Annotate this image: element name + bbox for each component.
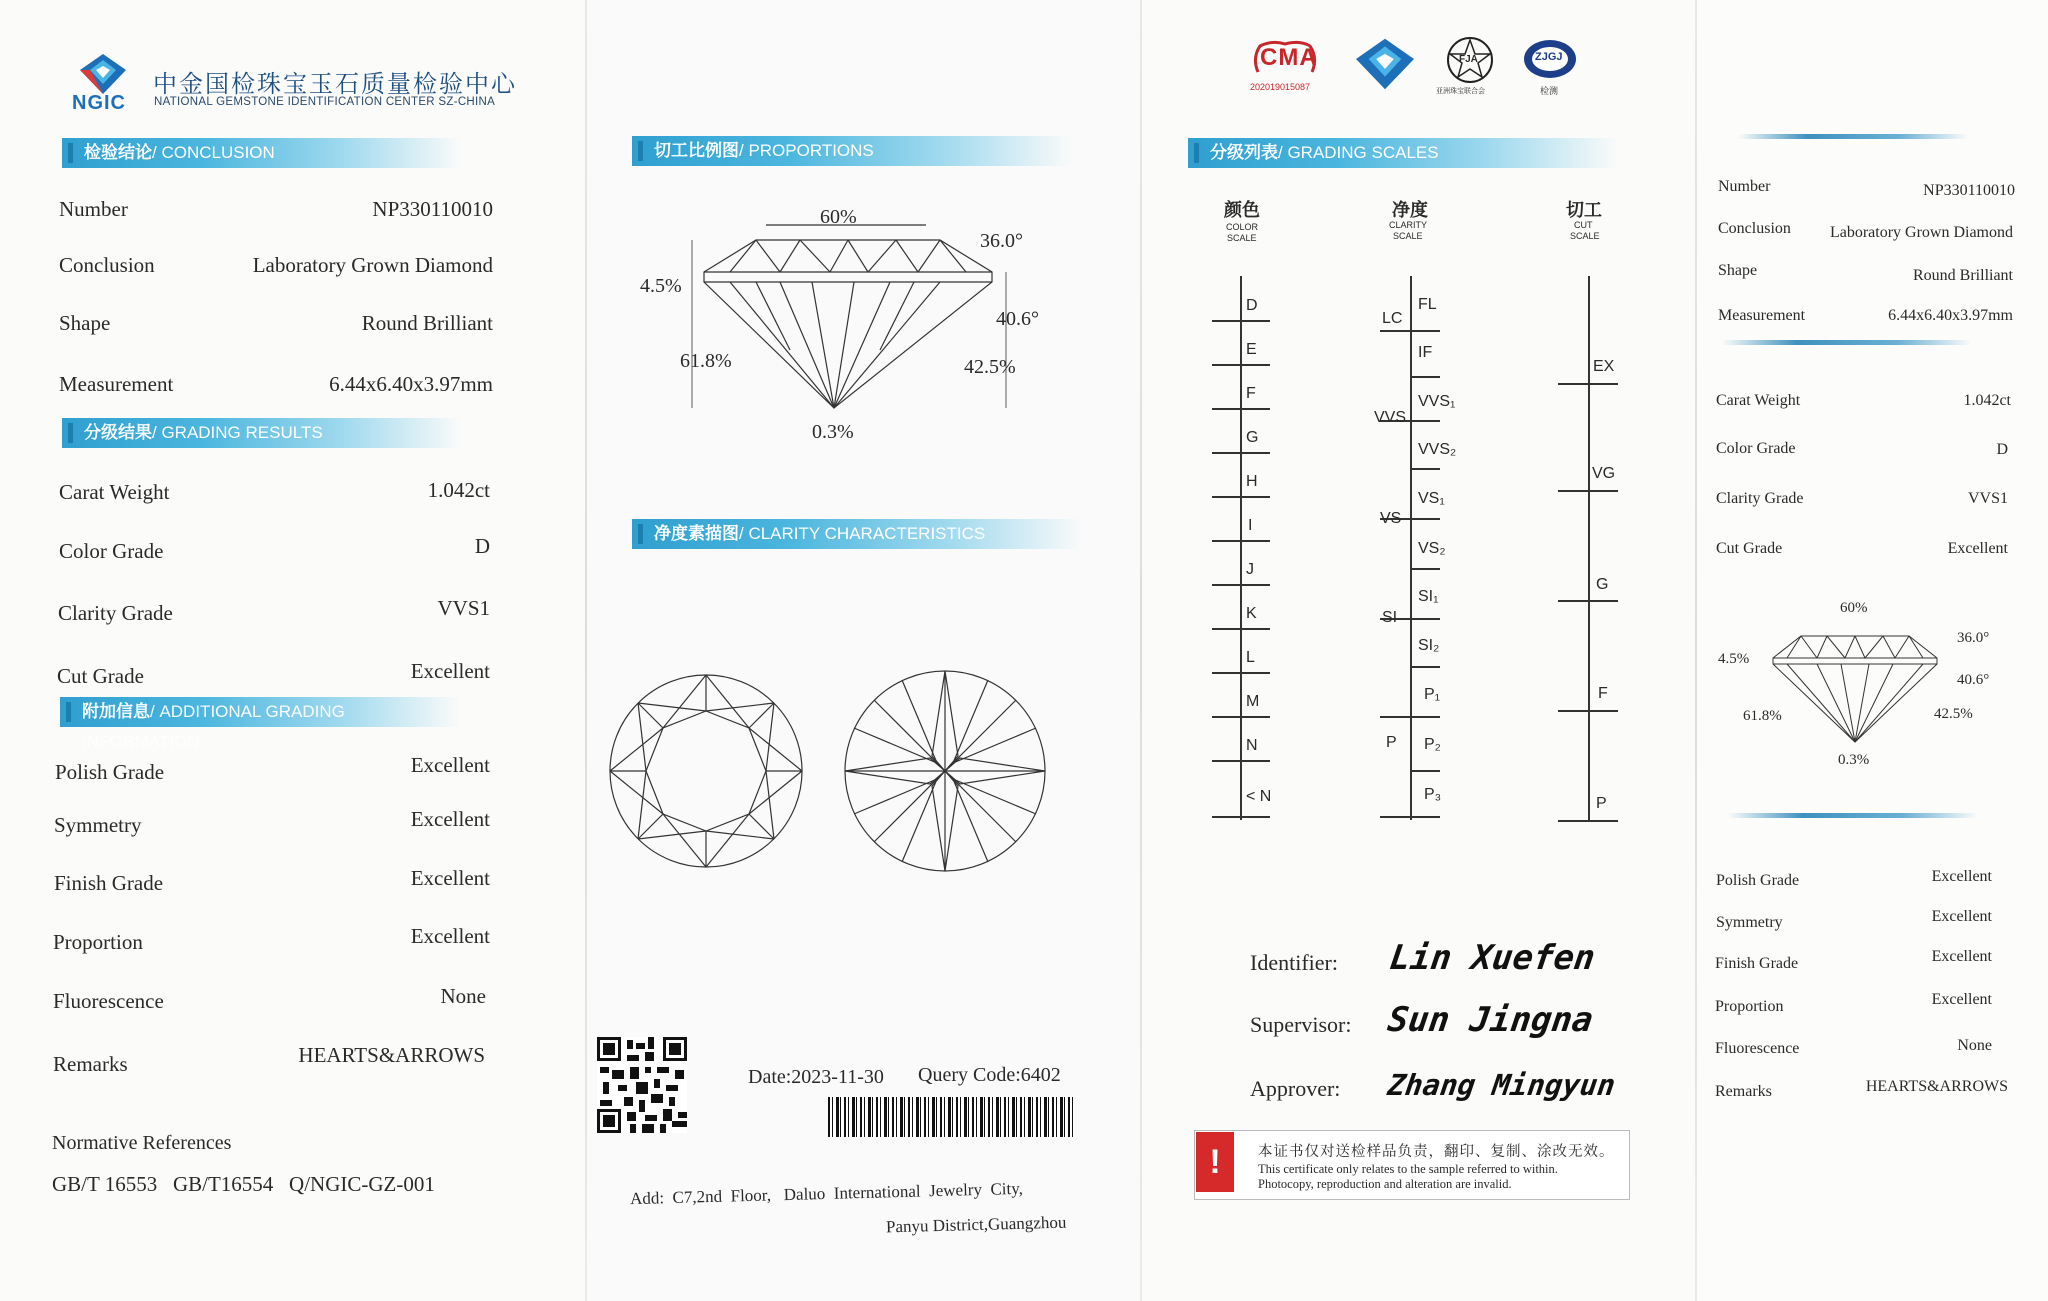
- summary-value: Laboratory Grown Diamond: [1829, 224, 2013, 241]
- scale-tick: [1558, 820, 1618, 822]
- section-title-en: / CLARITY CHARACTERISTICS: [739, 524, 986, 543]
- summary-label: Measurement: [1718, 307, 1806, 324]
- field-value: Round Brilliant: [361, 311, 493, 335]
- summary-value: Round Brilliant: [1913, 267, 2013, 284]
- summary-value: None: [1957, 1037, 1992, 1054]
- section-title-cn: 切工比例图: [654, 141, 739, 160]
- field-label: Number: [59, 197, 128, 221]
- crown-height: 4.5%: [1718, 651, 1750, 667]
- summary-label: Shape: [1718, 262, 1758, 279]
- section-title-en: / PROPORTIONS: [739, 141, 874, 160]
- section-title-en: / GRADING SCALES: [1278, 143, 1439, 162]
- clarity-grade-label: SI₁: [1418, 588, 1439, 605]
- notice-en-2: Photocopy, reproduction and alteration are invalid.: [1258, 1177, 1512, 1191]
- clarity-grade-label: P₁: [1424, 686, 1441, 703]
- scale-tick: [1212, 320, 1270, 322]
- cut-scale-title: 切工: [1566, 200, 1602, 220]
- notice-en-1: This certificate only relates to the sample referred to within.: [1258, 1162, 1558, 1176]
- supervisor-signature: Sun Jingna: [1385, 1000, 1596, 1040]
- field-value: D: [474, 534, 490, 558]
- clarity-group-label: LC: [1382, 310, 1403, 327]
- field-value: Excellent: [410, 866, 490, 890]
- summary-label: Proportion: [1715, 998, 1784, 1015]
- clarity-grade-label: VVS₁: [1418, 393, 1456, 410]
- scale-tick: [1212, 716, 1270, 718]
- clarity-grade-label: P₃: [1424, 786, 1442, 803]
- total-depth: 61.8%: [680, 350, 732, 372]
- scale-tick: [1380, 816, 1440, 818]
- scale-tick: [1212, 452, 1270, 454]
- notice-cn: 本证书仅对送检样品负责，翻印、复制、涂改无效。: [1258, 1144, 1615, 1160]
- section-header-additional: [60, 697, 460, 751]
- fold-line: [585, 0, 587, 1301]
- scale-tick: [1380, 716, 1440, 718]
- scale-tick: [1212, 364, 1270, 366]
- summary-value: NP330110010: [1923, 182, 2015, 199]
- scale-tick: [1410, 468, 1440, 470]
- cut-grade-label: F: [1598, 685, 1608, 702]
- crown-angle: 36.0°: [980, 230, 1023, 252]
- summary-value: 1.042ct: [1963, 392, 2011, 409]
- summary-label: Cut Grade: [1716, 540, 1783, 557]
- clarity-group-label: P: [1386, 734, 1397, 751]
- fold-line: [1695, 0, 1697, 1301]
- zjgj-logo-text: ZJGJ: [1535, 51, 1563, 63]
- qr-code-icon[interactable]: [597, 1037, 687, 1138]
- clarity-grade-label: IF: [1418, 344, 1433, 361]
- summary-label: Finish Grade: [1715, 955, 1799, 972]
- summary-label: Fluorescence: [1715, 1040, 1800, 1057]
- summary-value: D: [1996, 441, 2008, 458]
- field-value: Excellent: [410, 924, 490, 948]
- section-header-grading: [62, 418, 462, 448]
- fold-line: [1140, 0, 1142, 1301]
- normative-refs: GB/T 16553 GB/T16554 Q/NGIC-GZ-001: [52, 1172, 435, 1196]
- color-grade-label: G: [1246, 429, 1259, 446]
- normative-title: Normative References: [52, 1132, 232, 1154]
- field-value: Excellent: [410, 659, 490, 683]
- summary-label: Number: [1718, 178, 1771, 195]
- scale-tick: [1558, 710, 1618, 712]
- summary-value: 6.44x6.40x3.97mm: [1888, 307, 2013, 324]
- clarity-grade-label: VS₂: [1418, 540, 1446, 557]
- field-label: Remarks: [53, 1052, 128, 1076]
- summary-value: Excellent: [1931, 908, 1992, 925]
- color-grade-label: N: [1246, 737, 1258, 754]
- color-grade-label: L: [1246, 649, 1255, 666]
- clarity-grade-label: VS₁: [1418, 490, 1445, 507]
- culet-size: 0.3%: [812, 421, 854, 443]
- field-label: Cut Grade: [57, 664, 144, 688]
- divider: [1722, 340, 1972, 345]
- clarity-plot-pavilion: [842, 668, 1048, 879]
- scale-tick: [1212, 672, 1270, 674]
- approver-label: Approver:: [1250, 1076, 1341, 1101]
- summary-label: Carat Weight: [1716, 392, 1801, 409]
- table-pct: 60%: [1840, 600, 1868, 616]
- clarity-grade-label: VVS₂: [1418, 441, 1457, 458]
- clarity-scale-title: 净度: [1392, 200, 1428, 220]
- cut-grade-label: VG: [1592, 465, 1616, 482]
- summary-value: Excellent: [1931, 868, 1992, 885]
- ngic-emblem-icon: [1356, 38, 1414, 95]
- section-header-clarity: [632, 519, 1082, 549]
- summary-value: Excellent: [1931, 948, 1992, 965]
- section-title-en: / GRADING RESULTS: [152, 423, 323, 442]
- scale-tick: [1558, 600, 1618, 602]
- cut-scale-axis: [1588, 276, 1590, 820]
- issue-date: Date:2023-11-30: [748, 1066, 884, 1088]
- scale-tick: [1410, 420, 1440, 422]
- address-line-2: Panyu District,Guangzhou: [885, 1212, 1067, 1237]
- color-grade-label: K: [1246, 605, 1257, 622]
- section-title-en: / CONCLUSION: [152, 143, 275, 162]
- scale-tick: [1212, 496, 1270, 498]
- color-grade-label: F: [1246, 385, 1256, 402]
- field-label: Conclusion: [59, 253, 155, 277]
- field-label: Finish Grade: [54, 871, 164, 895]
- color-grade-label: H: [1246, 473, 1258, 490]
- org-name-en: NATIONAL GEMSTONE IDENTIFICATION CENTER SZ-CHINA: [154, 96, 496, 108]
- summary-label: Clarity Grade: [1716, 490, 1804, 507]
- scale-tick: [1380, 330, 1440, 332]
- scale-tick: [1212, 816, 1270, 818]
- scale-tick: [1410, 770, 1440, 772]
- color-grade-label: I: [1248, 517, 1253, 534]
- summary-label: Color Grade: [1716, 440, 1796, 457]
- section-header-proportions: [632, 136, 1072, 166]
- summary-label: Remarks: [1715, 1083, 1772, 1100]
- identifier-label: Identifier:: [1250, 950, 1338, 975]
- color-scale-title: 颜色: [1224, 200, 1260, 220]
- scale-tick: [1410, 666, 1440, 668]
- field-value: Laboratory Grown Diamond: [252, 253, 493, 277]
- field-label: Fluorescence: [53, 989, 164, 1013]
- field-label: Symmetry: [54, 813, 142, 837]
- cut-grade-label: P: [1596, 795, 1607, 812]
- table-pct: 60%: [820, 206, 857, 228]
- scale-tick: [1558, 383, 1618, 385]
- org-name-cn: 中金国检珠宝玉石质量检验中心: [153, 71, 517, 98]
- clarity-scale-sub: SCALE: [1393, 231, 1423, 241]
- address-line-1: Add: C7,2nd Floor, Daluo International Jewelry City,: [629, 1178, 1024, 1209]
- pavilion-depth: 42.5%: [1934, 706, 1973, 722]
- color-grade-label: M: [1246, 693, 1260, 710]
- color-grade-label: D: [1246, 297, 1258, 314]
- field-label: Proportion: [53, 930, 143, 954]
- field-value: None: [440, 984, 486, 1008]
- clarity-grade-label: SI₂: [1418, 637, 1440, 654]
- cma-logo-text: CMA: [1260, 44, 1318, 71]
- scale-tick: [1212, 408, 1270, 410]
- identifier-signature: Lin Xuefen: [1387, 938, 1598, 978]
- color-scale-axis: [1240, 276, 1242, 820]
- section-title-en: / ADDITIONAL GRADING INFORMATION: [82, 702, 345, 751]
- scale-tick: [1212, 584, 1270, 586]
- scale-tick: [1558, 490, 1618, 492]
- color-scale-sub: SCALE: [1227, 233, 1257, 243]
- crown-height: 4.5%: [640, 275, 682, 297]
- cut-scale-sub: SCALE: [1570, 231, 1600, 241]
- summary-label: Conclusion: [1718, 220, 1791, 237]
- section-title-cn: 分级结果: [84, 423, 152, 442]
- section-title-cn: 检验结论: [84, 143, 152, 162]
- clarity-group-label: SI: [1382, 609, 1398, 626]
- query-code: Query Code:6402: [918, 1064, 1061, 1086]
- certificate-panel-left: [0, 0, 585, 1301]
- clarity-plot-crown: [608, 668, 804, 879]
- scale-tick: [1410, 376, 1440, 378]
- field-label: Clarity Grade: [58, 601, 173, 625]
- warning-icon: !: [1196, 1132, 1234, 1192]
- scale-tick: [1212, 628, 1270, 630]
- summary-label: Symmetry: [1716, 914, 1783, 931]
- cma-number: 202019015087: [1250, 82, 1311, 92]
- field-value: 6.44x6.40x3.97mm: [329, 372, 493, 396]
- clarity-grade-label: FL: [1418, 296, 1437, 313]
- cut-scale-sub: CUT: [1574, 220, 1593, 230]
- crown-angle: 36.0°: [1957, 630, 1990, 646]
- divider: [1738, 134, 1968, 139]
- clarity-scale-sub: CLARITY: [1389, 220, 1428, 230]
- field-label: Polish Grade: [55, 760, 165, 784]
- clarity-group-label: VVS: [1374, 409, 1407, 426]
- scale-tick: [1212, 540, 1270, 542]
- field-label: Color Grade: [59, 539, 164, 563]
- field-label: Carat Weight: [59, 480, 170, 504]
- field-value: VVS1: [437, 596, 490, 620]
- summary-proportion-diagram: [1765, 622, 1945, 755]
- divider: [1728, 813, 1978, 818]
- field-value: Excellent: [410, 807, 490, 831]
- color-grade-label: < N: [1246, 788, 1272, 805]
- summary-label: Polish Grade: [1716, 872, 1800, 889]
- summary-value: Excellent: [1947, 540, 2008, 557]
- field-value: 1.042ct: [427, 478, 490, 502]
- approver-signature: Zhang Mingyun: [1385, 1068, 1618, 1102]
- culet-size: 0.3%: [1838, 752, 1870, 768]
- zjgj-caption: 检测: [1540, 86, 1559, 96]
- total-depth: 61.8%: [1743, 708, 1782, 724]
- field-label: Measurement: [59, 372, 174, 396]
- proportion-diagram: [690, 220, 1010, 425]
- cut-grade-label: G: [1596, 576, 1609, 593]
- scale-tick: [1212, 760, 1270, 762]
- clarity-grade-label: P₂: [1424, 736, 1441, 753]
- supervisor-label: Supervisor:: [1250, 1012, 1352, 1037]
- pavilion-angle: 40.6°: [1957, 672, 1990, 688]
- cut-grade-label: EX: [1593, 358, 1615, 375]
- scale-tick: [1410, 568, 1440, 570]
- section-title-cn: 附加信息: [82, 702, 150, 721]
- field-value: HEARTS&ARROWS: [298, 1043, 485, 1067]
- barcode-icon: [828, 1097, 1074, 1137]
- section-title-cn: 净度素描图: [654, 524, 739, 543]
- section-header-conclusion: [62, 138, 462, 168]
- summary-value: Excellent: [1931, 991, 1992, 1008]
- summary-value: HEARTS&ARROWS: [1865, 1078, 2008, 1095]
- color-grade-label: E: [1246, 341, 1257, 358]
- fja-logo-text: FJA: [1459, 54, 1478, 65]
- logo-text: NGIC: [72, 92, 126, 114]
- fja-caption: 亚洲珠宝联合会: [1436, 88, 1485, 95]
- section-title-cn: 分级列表: [1210, 143, 1278, 162]
- clarity-group-label: VS: [1380, 510, 1402, 527]
- summary-value: VVS1: [1967, 490, 2008, 507]
- pavilion-depth: 42.5%: [964, 356, 1016, 378]
- field-label: Shape: [59, 311, 111, 335]
- pavilion-angle: 40.6°: [996, 308, 1039, 330]
- color-grade-label: J: [1246, 561, 1254, 578]
- color-scale-sub: COLOR: [1226, 222, 1259, 232]
- section-header-scales: [1188, 138, 1618, 168]
- clarity-scale-axis: [1410, 276, 1412, 820]
- field-value: Excellent: [410, 753, 490, 777]
- field-value: NP330110010: [372, 197, 493, 221]
